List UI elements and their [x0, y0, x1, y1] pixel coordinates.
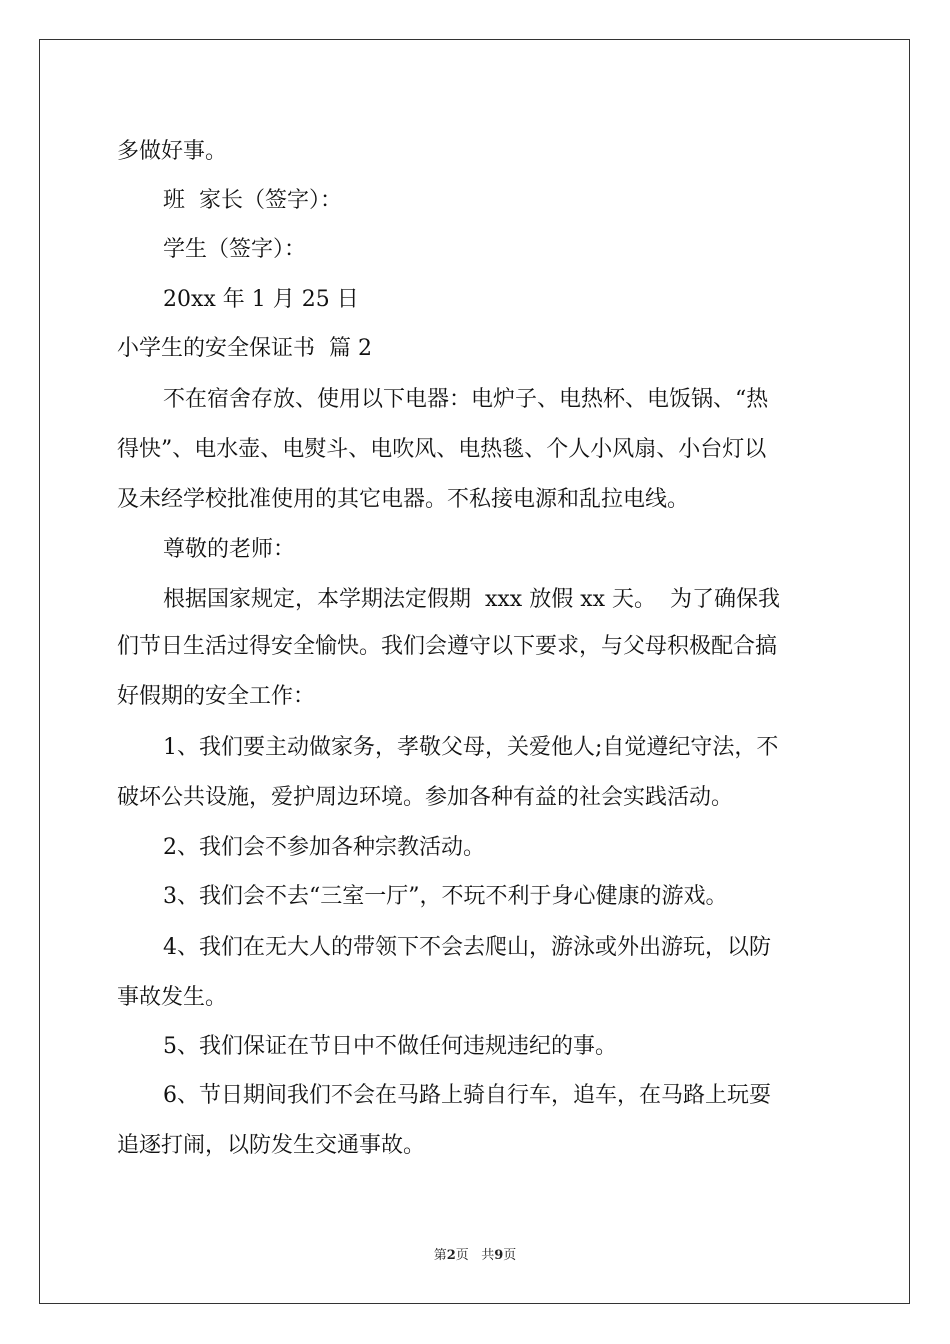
footer-total-prefix: 共	[481, 1248, 495, 1263]
body-line: 们节日生活过得安全愉快。我们会遵守以下要求，与父母积极配合搞	[117, 634, 778, 659]
body-line: 及未经学校批准使用的其它电器。不私接电源和乱拉电线。	[117, 487, 690, 512]
footer-page-prefix: 第	[433, 1248, 447, 1263]
body-line: 根据国家规定，本学期法定假期 xxx 放假 xx 天。 为了确保我	[163, 587, 780, 612]
body-line: 事故发生。	[117, 985, 228, 1010]
body-line: 多做好事。	[117, 139, 228, 164]
footer-total-pages: 9	[494, 1248, 504, 1263]
body-line: 破坏公共设施，爱护周边环境。参加各种有益的社会实践活动。	[117, 785, 734, 810]
list-item: 6、节日期间我们不会在马路上骑自行车，追车，在马路上玩耍	[163, 1083, 771, 1108]
list-item: 2、我们会不参加各种宗教活动。	[163, 835, 485, 860]
footer-page-number: 2	[446, 1248, 456, 1263]
body-line: 不在宿舍存放、使用以下电器：电炉子、电热杯、电饭锅、“热	[163, 387, 769, 412]
list-item: 3、我们会不去“三室一厅”，不玩不利于身心健康的游戏。	[163, 884, 728, 909]
list-item: 1、我们要主动做家务，孝敬父母，关爱他人;自觉遵纪守法，不	[163, 735, 779, 760]
page-footer	[0, 1247, 950, 1265]
list-item: 4、我们在无大人的带领下不会去爬山，游泳或外出游玩，以防	[163, 935, 771, 960]
salutation-line: 尊敬的老师：	[163, 537, 296, 562]
signature-student-line: 学生（签字）：	[163, 237, 307, 262]
body-line: 得快”、电水壶、电熨斗、电吹风、电热毯、个人小风扇、小台灯以	[117, 437, 767, 462]
footer-total-suffix: 页	[503, 1248, 517, 1263]
section-heading: 小学生的安全保证书 篇 2	[117, 336, 372, 361]
signature-parent-line: 班 家长（签字）：	[163, 188, 342, 213]
date-line: 20xx 年 1 月 25 日	[163, 287, 359, 312]
body-line: 好假期的安全工作：	[117, 684, 316, 709]
body-line: 追逐打闹，以防发生交通事故。	[117, 1133, 426, 1158]
list-item: 5、我们保证在节日中不做任何违规违纪的事。	[163, 1034, 617, 1059]
footer-page-suffix: 页	[455, 1248, 469, 1263]
page-border	[39, 39, 910, 1304]
